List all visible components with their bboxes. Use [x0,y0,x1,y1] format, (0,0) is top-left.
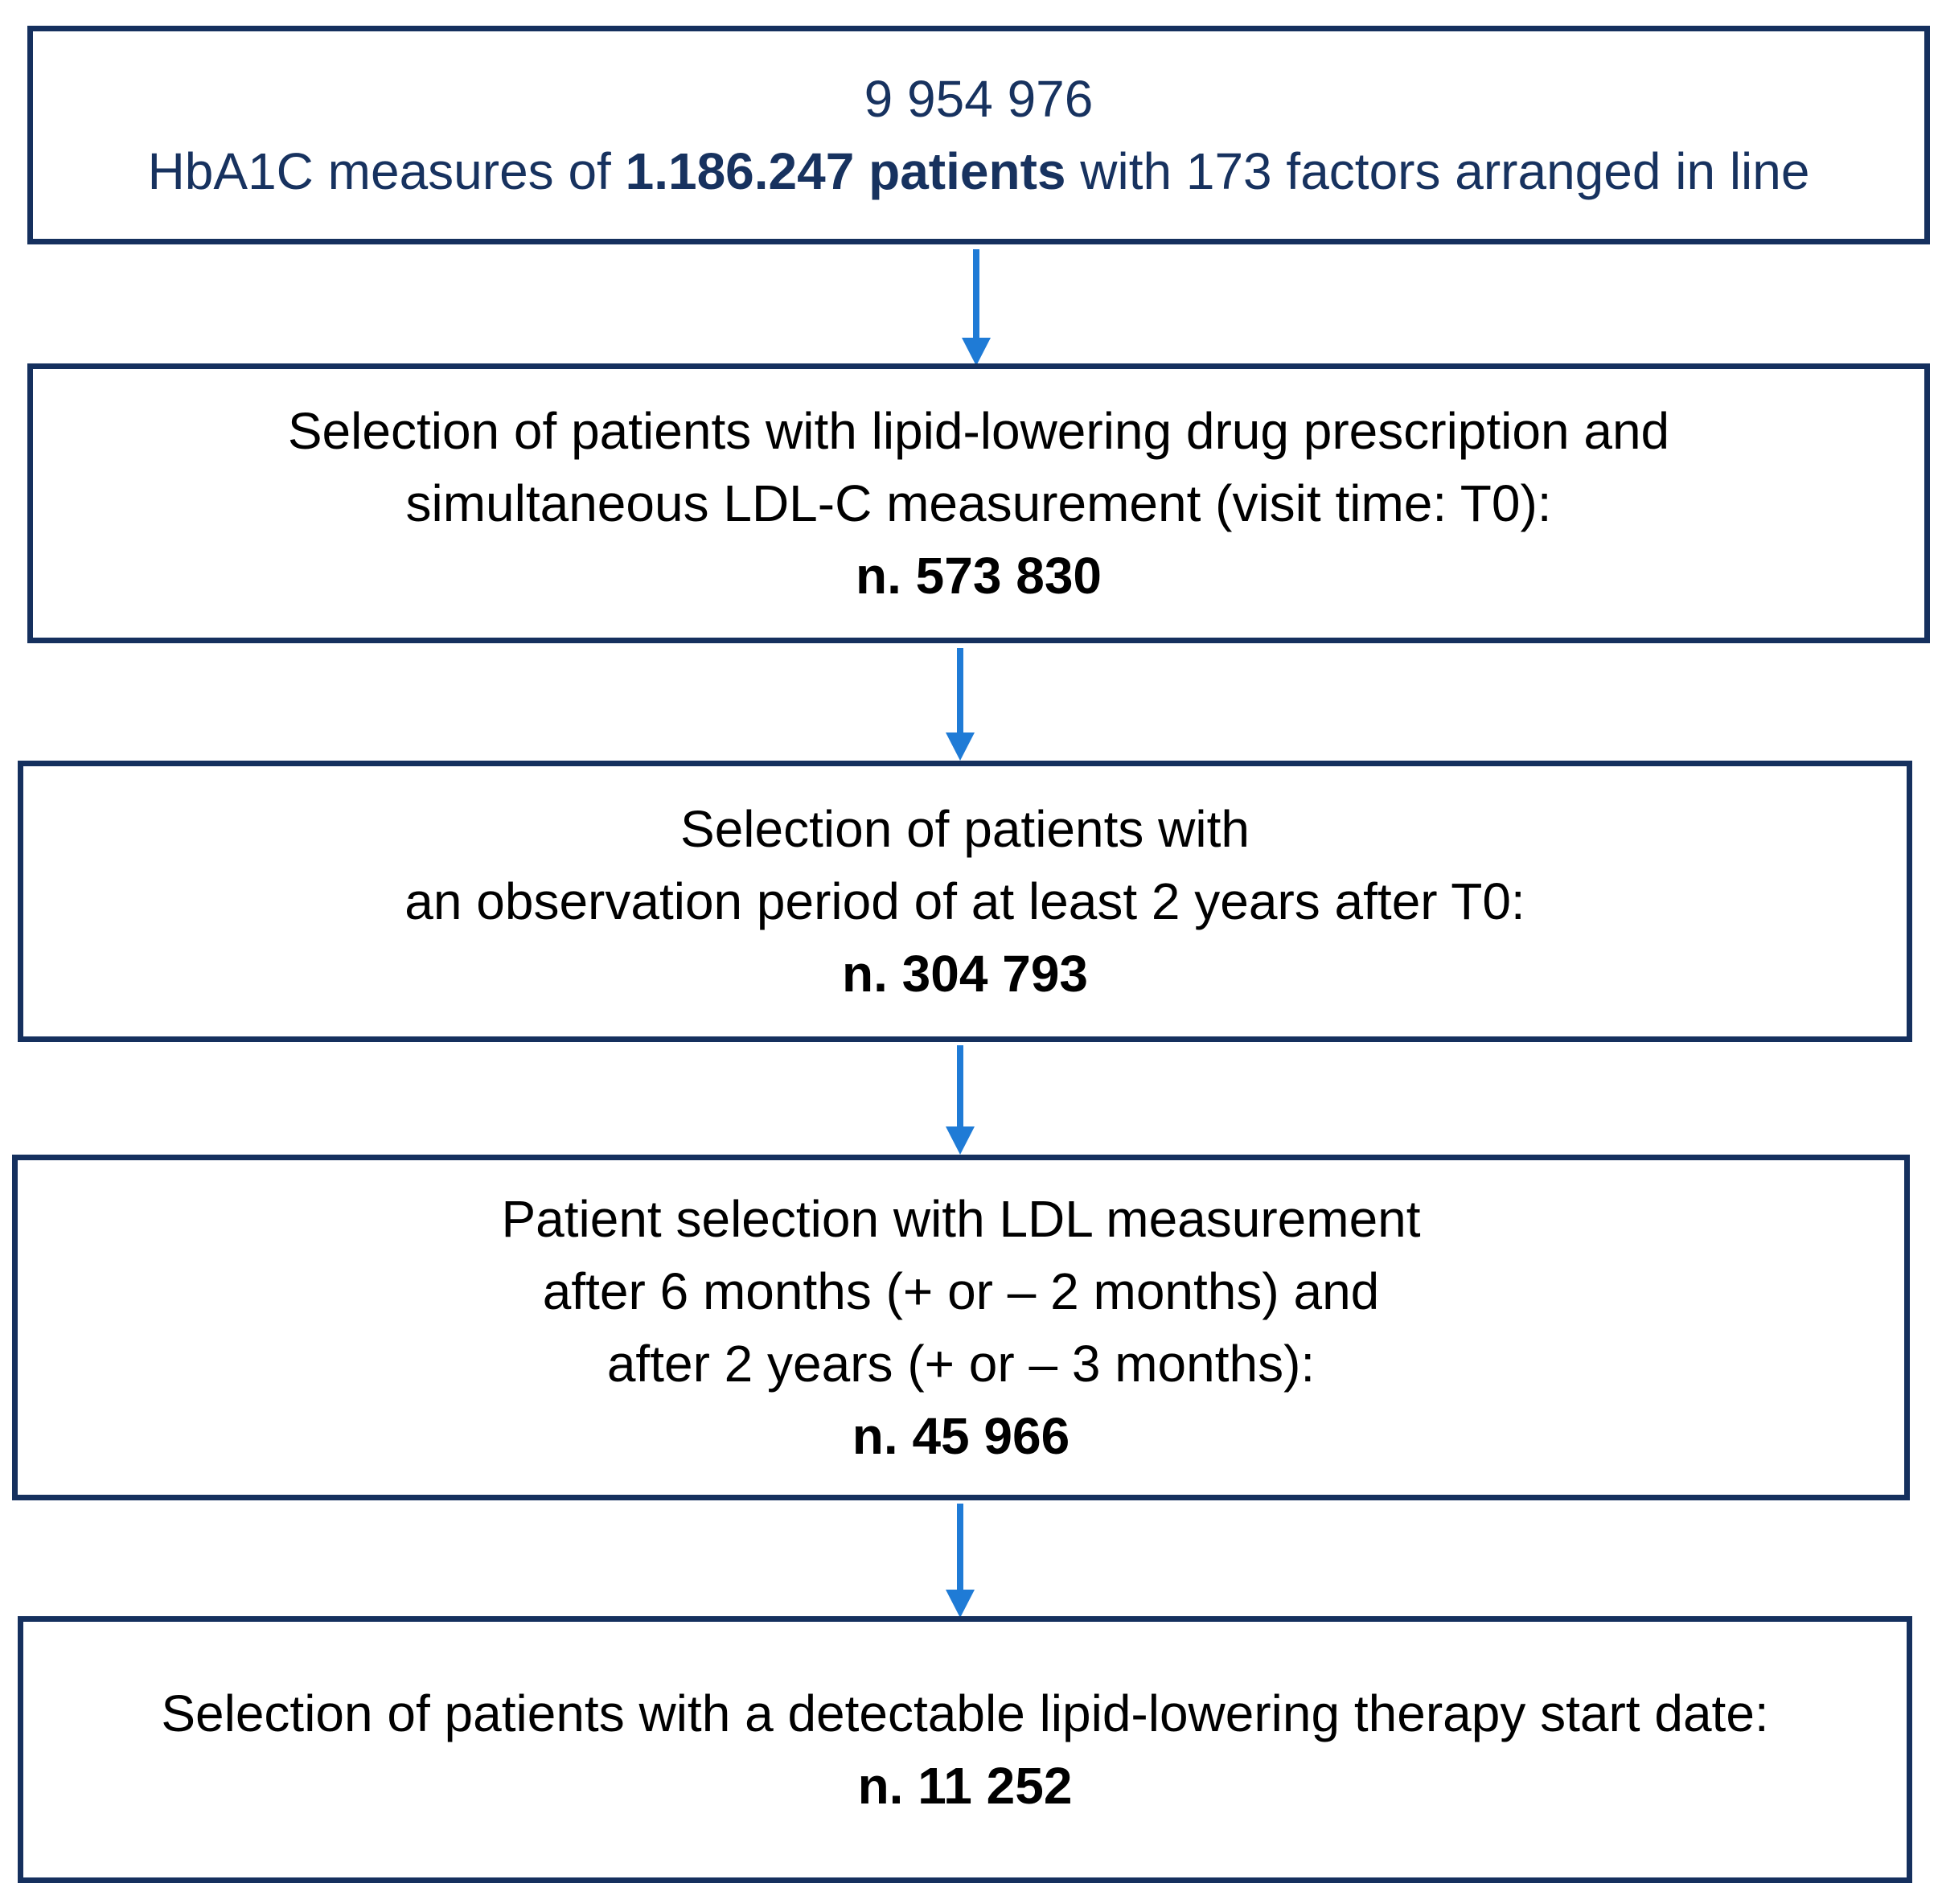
down-arrow-icon [960,249,992,366]
box4-count: n. 45 966 [852,1407,1070,1465]
description-suffix: with 173 factors arranged in line [1065,142,1810,200]
box3-line1: Selection of patients with [680,800,1250,858]
down-arrow-icon [944,1045,976,1155]
flow-box-ldl-measurement [12,1155,1910,1500]
down-arrow-icon [944,648,976,761]
box5-line1: Selection of patients with a detectable lipid-lowering therapy start date: [161,1684,1769,1742]
flow-box-observation-period [18,761,1912,1042]
box4-line3: after 2 years (+ or – 3 months): [606,1335,1316,1393]
box2-line1: Selection of patients with lipid-lowering drug prescription and [287,402,1670,460]
box2-count: n. 573 830 [856,547,1102,605]
box5-count: n. 11 252 [857,1757,1073,1815]
down-arrow-icon [944,1504,976,1618]
box3-line2: an observation period of at least 2 years after T0: [404,872,1525,930]
description-prefix: HbA1C measures of [147,142,626,200]
total-measures-count: 9 954 976 [864,70,1094,128]
box4-line2: after 6 months (+ or – 2 months) and [542,1262,1380,1320]
flow-box-lipid-lowering-selection [27,363,1930,643]
total-measures-description [148,135,1810,207]
flow-box-total-measures [27,26,1930,244]
patients-count: 1.186.247 patients [625,142,1066,200]
box2-line2: simultaneous LDL-C measurement (visit time: T0): [405,474,1552,532]
box4-line1: Patient selection with LDL measurement [501,1190,1421,1248]
flow-box-therapy-start-date [18,1616,1912,1883]
box3-count: n. 304 793 [842,945,1088,1003]
